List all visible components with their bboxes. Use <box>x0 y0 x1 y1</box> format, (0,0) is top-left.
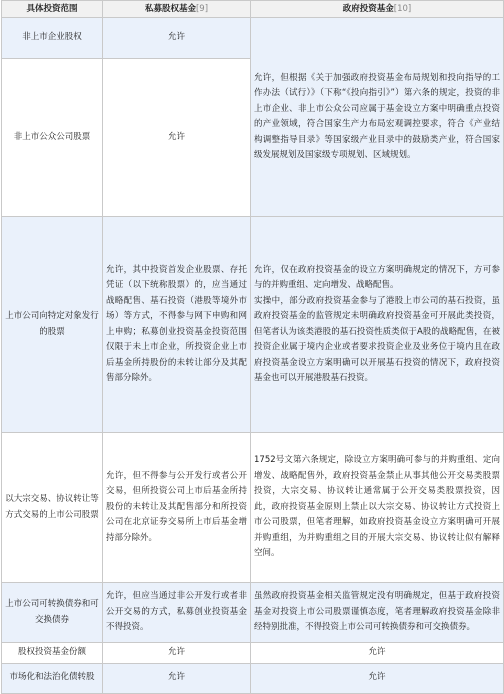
scope-cell: 以大宗交易、协议转让等方式交易的上市公司股票 <box>2 433 103 583</box>
comparison-table <box>1 0 504 694</box>
header-government-fund: 政府投资基金[10] <box>251 1 504 18</box>
government-fund-paragraph: 允许，仅在政府投资基金的设立方案明确规定的情况下，方可参与的并购重组、定向增发、战略配售。 <box>254 264 500 290</box>
private-equity-cell: 允许，其中投资首发企业股票、存托凭证（以下统称股票）的，应当通过战略配售、基石投资（港股等境外市场）等方式，不得参与网下申购和网上申购；私募创业投资基金投资范围仅限于未上市企业，所投资企业上市后基金所持股份的未转让部分及其配售部分除外。 <box>103 217 251 433</box>
scope-cell: 市场化和法治化债转股 <box>2 663 103 693</box>
private-equity-cell: 允许 <box>103 663 251 693</box>
private-equity-cell: 允许，但应当通过非公开发行或者非公开交易的方式，私募创业投资基金不得投资。 <box>103 583 251 643</box>
government-fund-cell: 虽然政府投资基金相关监管规定没有明确规定，但基于政府投资基金对投资上市公司股票谨慎态度，笔者理解政府投资基金除非经特别批准，不得投资上市公司可转换债券和可交换债券。 <box>251 583 504 643</box>
reference-marker: [9] <box>195 4 209 14</box>
government-fund-cell: 允许 <box>251 663 504 693</box>
table-row <box>2 583 504 643</box>
scope-cell: 股权投资基金份额 <box>2 643 103 664</box>
header-row <box>2 1 504 18</box>
government-fund-cell: 1752号文第六条规定，除设立方案明确可参与的并购重组、定向增发、战略配售外，政府投资基金禁止从事其他公开交易类股票投资，大宗交易、协议转让通常属于公开交易类股票投资，因此，政府投资基金原则上禁止以大宗交易、协议转让方式投资上市公司股票，但笔者理解，如政府投资基金设立方案明确可开展并购重组，为并购重组之目的开展大宗交易、协议转让似有解释空间。 <box>251 433 504 583</box>
government-fund-cell: 允许 <box>251 643 504 664</box>
table-row <box>2 217 504 433</box>
private-equity-cell: 允许 <box>103 59 251 217</box>
private-equity-cell: 允许 <box>103 643 251 664</box>
table-row <box>2 18 504 59</box>
private-equity-cell: 允许 <box>103 18 251 59</box>
government-fund-cell: 允许，但根据《关于加强政府投资基金布局规划和投向指导的工作办法（试行）》（下称“《投向指引》”）第六条的规定，投资的非上市企业、非上市公众公司应属于基金设立方案中明确重点投资的产业领域，符合国家生产力布局宏观调控要求，符合《产业结构调整指导目录》等国家级产业目录中的鼓励类产业，符合国家级发展规划及国家级专项规划、区域规划。 <box>251 18 504 217</box>
government-fund-cell <box>251 217 504 433</box>
header-scope: 具体投资范围 <box>2 1 103 18</box>
table-row <box>2 643 504 664</box>
government-fund-paragraph: 实操中，部分政府投资基金参与了港股上市公司的基石投资，虽政府投资基金的监管规定未明确政府投资基金可开展此类投资，但笔者认为该类港股的基石投资性质类似于A股的战略配售，在被投资企业属于境内企业或者要求投资企业及业务位于境内且在政府投资基金设立方案明确可以开展基石投资的情况下，政府投资基金也可以开展港股基石投资。 <box>254 295 500 383</box>
reference-marker: [10] <box>393 4 412 14</box>
scope-cell: 上市公司向特定对象发行的股票 <box>2 217 103 433</box>
table-row <box>2 663 504 693</box>
scope-cell: 非上市公众公司股票 <box>2 59 103 217</box>
table-row <box>2 433 504 583</box>
header-private-equity: 私募股权基金[9] <box>103 1 251 18</box>
scope-cell: 非上市企业股权 <box>2 18 103 59</box>
private-equity-cell: 允许，但不得参与公开发行或者公开交易，但所投资公司上市后基金所持股份的未转让及其配售部分和所投资公司在北京证券交易所上市后基金增持部分除外。 <box>103 433 251 583</box>
scope-cell: 上市公司可转换债券和可交换债券 <box>2 583 103 643</box>
